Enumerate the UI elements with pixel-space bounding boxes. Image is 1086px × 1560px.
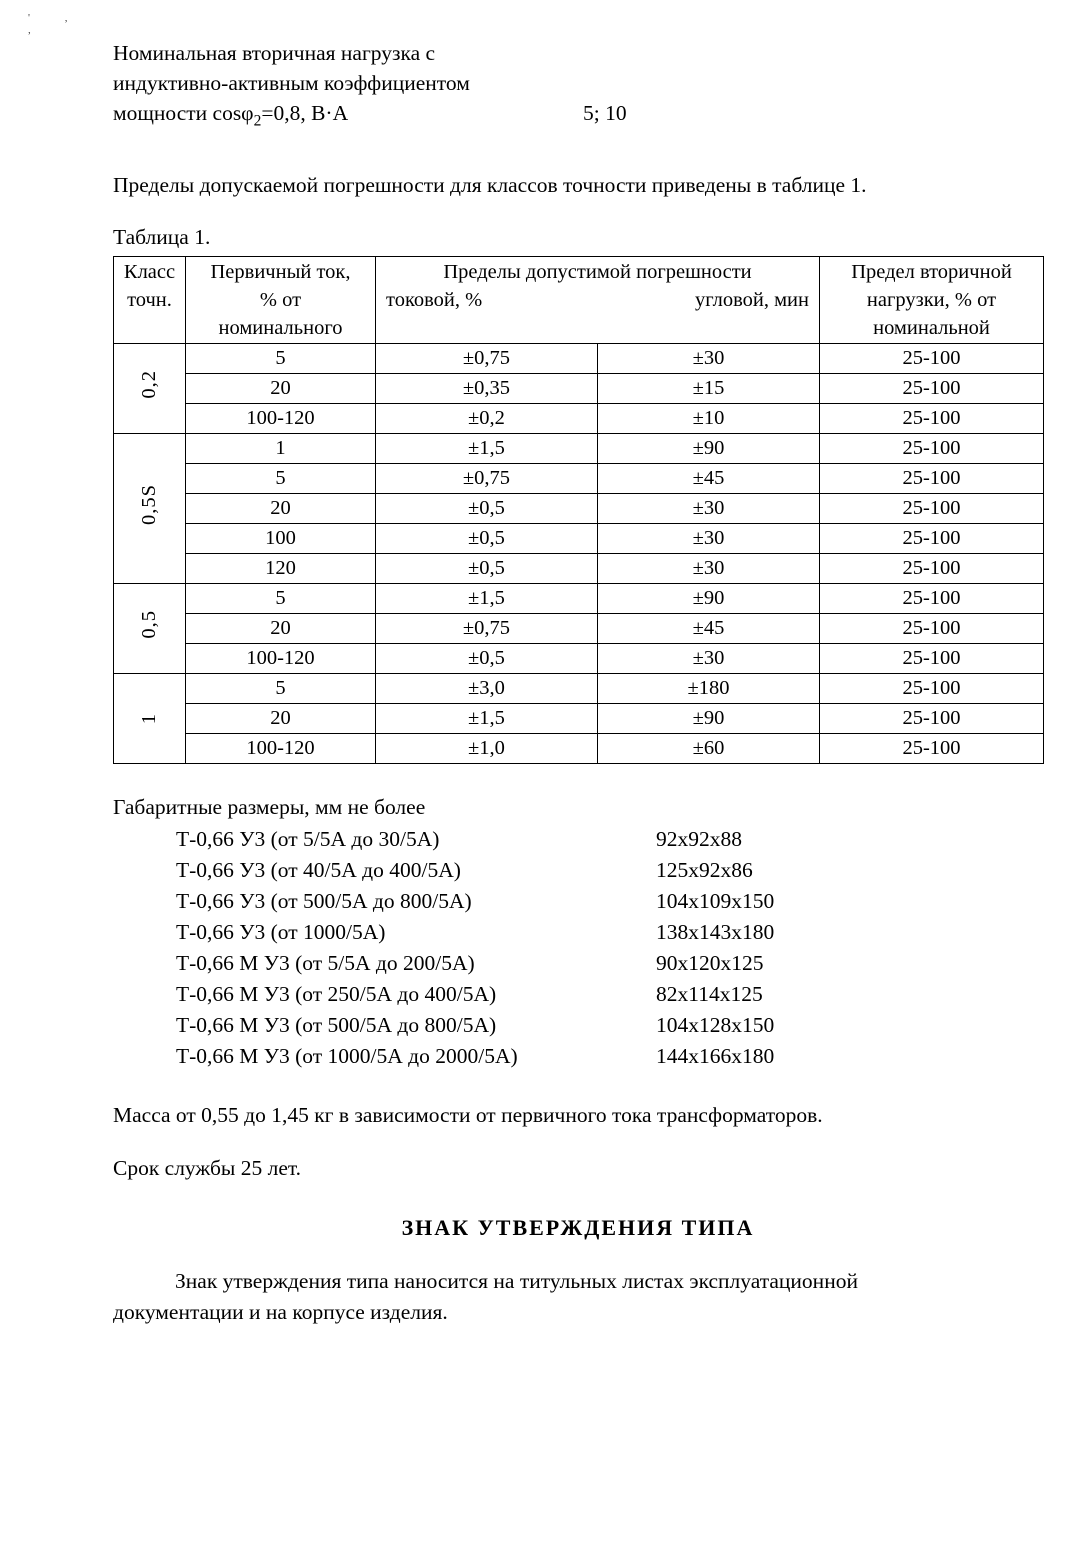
dimension-row bbox=[113, 855, 1043, 886]
angle-error-cell: ±90 bbox=[598, 434, 820, 464]
table-row bbox=[114, 644, 1044, 674]
header-current-line1: Первичный ток, bbox=[210, 261, 351, 284]
load-limit-cell: 25-100 bbox=[820, 614, 1044, 644]
primary-current-cell: 20 bbox=[186, 704, 376, 734]
table-row bbox=[114, 434, 1044, 464]
accuracy-class-cell bbox=[114, 674, 186, 764]
dimension-model: Т-0,66 М У3 (от 500/5А до 800/5А) bbox=[176, 1013, 497, 1038]
header-load-line1: Предел вторичной bbox=[851, 261, 1012, 284]
dimension-value: 92x92x88 bbox=[656, 827, 742, 852]
load-limit-cell: 25-100 bbox=[820, 644, 1044, 674]
load-limit-cell: 25-100 bbox=[820, 524, 1044, 554]
mass-text: Масса от 0,55 до 1,45 кг в зависимости от первичного тока трансформаторов. bbox=[113, 1103, 823, 1128]
header-error-angle: угловой, мин bbox=[694, 289, 809, 312]
intro-value: 5; 10 bbox=[583, 101, 627, 125]
current-error-cell: ±1,5 bbox=[376, 704, 598, 734]
table-body bbox=[114, 344, 1044, 764]
accuracy-class-label: 1 bbox=[138, 713, 160, 725]
load-limit-cell: 25-100 bbox=[820, 374, 1044, 404]
load-limit-cell: 25-100 bbox=[820, 584, 1044, 614]
intro-label-line3-sub: 2 bbox=[253, 112, 262, 130]
dimension-model: Т-0,66 У3 (от 1000/5А) bbox=[176, 920, 386, 945]
accuracy-class-label: 0,5S bbox=[138, 484, 160, 526]
dimension-model: Т-0,66 У3 (от 40/5А до 400/5А) bbox=[176, 858, 461, 883]
angle-error-cell: ±90 bbox=[598, 704, 820, 734]
accuracy-class-cell bbox=[114, 584, 186, 674]
primary-current-cell: 5 bbox=[186, 674, 376, 704]
approval-heading: ЗНАК УТВЕРЖДЕНИЯ ТИПА bbox=[401, 1215, 755, 1241]
current-error-cell: ±0,5 bbox=[376, 524, 598, 554]
load-limit-cell: 25-100 bbox=[820, 344, 1044, 374]
approval-text-line2: документации и на корпусе изделия. bbox=[113, 1300, 448, 1325]
load-limit-cell: 25-100 bbox=[820, 464, 1044, 494]
angle-error-cell: ±60 bbox=[598, 734, 820, 764]
current-error-cell: ±0,5 bbox=[376, 644, 598, 674]
dimensions-list bbox=[113, 824, 1043, 1072]
intro-line-3 bbox=[113, 98, 1043, 136]
header-error-subheads bbox=[380, 286, 815, 314]
current-error-cell: ±1,0 bbox=[376, 734, 598, 764]
intro-line-1 bbox=[113, 38, 1043, 68]
accuracy-class-cell bbox=[114, 434, 186, 584]
current-error-cell: ±0,75 bbox=[376, 344, 598, 374]
angle-error-cell: ±45 bbox=[598, 464, 820, 494]
primary-current-cell: 20 bbox=[186, 374, 376, 404]
table-row bbox=[114, 404, 1044, 434]
scan-speckles: ' , , bbox=[28, 12, 84, 36]
angle-error-cell: ±30 bbox=[598, 494, 820, 524]
header-current-line2: % от bbox=[259, 289, 302, 312]
dimension-value: 104x128x150 bbox=[656, 1013, 775, 1038]
dimension-model: Т-0,66 У3 (от 500/5А до 800/5А) bbox=[176, 889, 472, 914]
accuracy-class-label: 0,5 bbox=[138, 610, 160, 640]
load-limit-cell: 25-100 bbox=[820, 494, 1044, 524]
primary-current-cell: 5 bbox=[186, 344, 376, 374]
primary-current-cell: 1 bbox=[186, 434, 376, 464]
dimension-value: 138x143x180 bbox=[656, 920, 775, 945]
angle-error-cell: ±30 bbox=[598, 554, 820, 584]
table-row bbox=[114, 464, 1044, 494]
table-header-row bbox=[114, 257, 1044, 344]
angle-error-cell: ±30 bbox=[598, 524, 820, 554]
intro-label-line3-pre: мощности cosφ bbox=[113, 101, 254, 125]
primary-current-cell: 20 bbox=[186, 614, 376, 644]
primary-current-cell: 100-120 bbox=[186, 644, 376, 674]
primary-current-cell: 100-120 bbox=[186, 734, 376, 764]
approval-text-line1: Знак утверждения типа наносится на титульных листах эксплуатационной bbox=[175, 1269, 858, 1294]
primary-current-cell: 120 bbox=[186, 554, 376, 584]
intro-label-line3-post: =0,8, В·А bbox=[261, 101, 349, 125]
header-load-line2: нагрузки, % от bbox=[866, 289, 997, 312]
primary-current-cell: 5 bbox=[186, 464, 376, 494]
dimension-row bbox=[113, 1010, 1043, 1041]
accuracy-class-cell bbox=[114, 344, 186, 434]
dimension-value: 82x114x125 bbox=[656, 982, 763, 1007]
header-class-line2: точн. bbox=[127, 289, 172, 312]
angle-error-cell: ±45 bbox=[598, 614, 820, 644]
dimension-model: Т-0,66 У3 (от 5/5А до 30/5А) bbox=[176, 827, 440, 852]
load-limit-cell: 25-100 bbox=[820, 734, 1044, 764]
current-error-cell: ±0,75 bbox=[376, 464, 598, 494]
primary-current-cell: 100 bbox=[186, 524, 376, 554]
dimension-value: 144x166x180 bbox=[656, 1044, 775, 1069]
dimension-value: 104x109x150 bbox=[656, 889, 775, 914]
table-row bbox=[114, 584, 1044, 614]
load-limit-cell: 25-100 bbox=[820, 434, 1044, 464]
current-error-cell: ±0,5 bbox=[376, 554, 598, 584]
load-limit-cell: 25-100 bbox=[820, 554, 1044, 584]
angle-error-cell: ±10 bbox=[598, 404, 820, 434]
dimension-row bbox=[113, 1041, 1043, 1072]
angle-error-cell: ±30 bbox=[598, 344, 820, 374]
header-error-group bbox=[376, 257, 820, 344]
header-error-current: токовой, % bbox=[386, 289, 483, 312]
service-life-text: Срок службы 25 лет. bbox=[113, 1156, 302, 1181]
angle-error-cell: ±90 bbox=[598, 584, 820, 614]
intro-label-line1: Номинальная вторичная нагрузка с bbox=[113, 41, 436, 65]
header-load-limit bbox=[820, 257, 1044, 344]
table-row bbox=[114, 734, 1044, 764]
load-limit-cell: 25-100 bbox=[820, 404, 1044, 434]
header-class-line1: Класс bbox=[123, 261, 176, 284]
dimension-model: Т-0,66 М У3 (от 250/5А до 400/5А) bbox=[176, 982, 497, 1007]
load-limit-cell: 25-100 bbox=[820, 704, 1044, 734]
header-class bbox=[114, 257, 186, 344]
accuracy-class-label: 0,2 bbox=[138, 370, 160, 400]
load-limit-cell: 25-100 bbox=[820, 674, 1044, 704]
accuracy-note: Пределы допускаемой погрешности для классов точности приведены в таблице 1. bbox=[113, 173, 867, 198]
current-error-cell: ±1,5 bbox=[376, 584, 598, 614]
dimension-row bbox=[113, 979, 1043, 1010]
table-row bbox=[114, 554, 1044, 584]
intro-label-line2: индуктивно-активным коэффициентом bbox=[113, 71, 470, 95]
current-error-cell: ±3,0 bbox=[376, 674, 598, 704]
dimension-model: Т-0,66 М У3 (от 5/5А до 200/5А) bbox=[176, 951, 475, 976]
header-load-line3: номинальной bbox=[873, 317, 990, 340]
dimension-value: 125x92x86 bbox=[656, 858, 753, 883]
table-row bbox=[114, 494, 1044, 524]
current-error-cell: ±0,75 bbox=[376, 614, 598, 644]
table-row bbox=[114, 614, 1044, 644]
dimension-row bbox=[113, 948, 1043, 979]
angle-error-cell: ±30 bbox=[598, 644, 820, 674]
dimension-model: Т-0,66 М У3 (от 1000/5А до 2000/5А) bbox=[176, 1044, 518, 1069]
dimensions-title: Габаритные размеры, мм не более bbox=[113, 795, 426, 820]
current-error-cell: ±1,5 bbox=[376, 434, 598, 464]
table-row bbox=[114, 704, 1044, 734]
intro-line-2 bbox=[113, 68, 1043, 98]
table-row bbox=[114, 344, 1044, 374]
angle-error-cell: ±15 bbox=[598, 374, 820, 404]
intro-label-line3 bbox=[113, 98, 583, 136]
primary-current-cell: 5 bbox=[186, 584, 376, 614]
accuracy-table bbox=[113, 256, 1044, 764]
header-error-group-title: Пределы допустимой погрешности bbox=[443, 261, 752, 284]
table-row bbox=[114, 374, 1044, 404]
header-current-line3: номинального bbox=[218, 317, 343, 340]
current-error-cell: ±0,35 bbox=[376, 374, 598, 404]
dimension-value: 90x120x125 bbox=[656, 951, 764, 976]
dimension-row bbox=[113, 886, 1043, 917]
angle-error-cell: ±180 bbox=[598, 674, 820, 704]
dimension-row bbox=[113, 824, 1043, 855]
current-error-cell: ±0,5 bbox=[376, 494, 598, 524]
dimension-row bbox=[113, 917, 1043, 948]
table-row bbox=[114, 674, 1044, 704]
table-head bbox=[114, 257, 1044, 344]
document-content bbox=[113, 38, 1043, 1328]
table-caption: Таблица 1. bbox=[113, 225, 211, 250]
current-error-cell: ±0,2 bbox=[376, 404, 598, 434]
primary-current-cell: 20 bbox=[186, 494, 376, 524]
primary-current-cell: 100-120 bbox=[186, 404, 376, 434]
secondary-load-block bbox=[113, 38, 1043, 136]
header-primary-current bbox=[186, 257, 376, 344]
table-row bbox=[114, 524, 1044, 554]
